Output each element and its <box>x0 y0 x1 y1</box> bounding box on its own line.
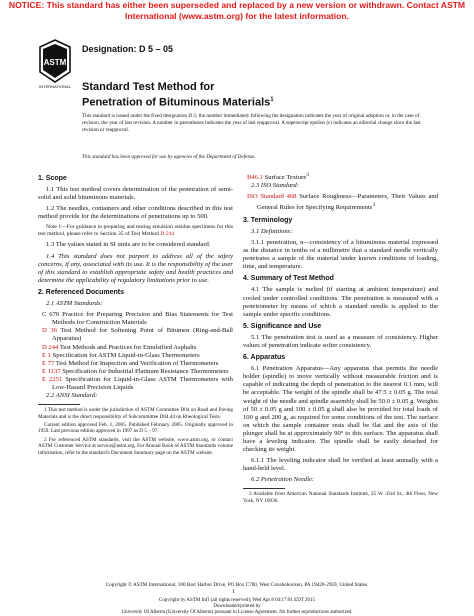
reference-title: Surface Roughness—Parameters, Their Values and General Rules for Specifying Requirements <box>257 193 438 212</box>
reference-list <box>38 311 233 392</box>
reference-title: Specification for Liquid-in-Glass ASTM Thermometers with Low-Hazard Precision Liquids <box>52 375 233 391</box>
footnote-marker: 3 <box>372 202 376 209</box>
para-1-2: 1.2 The needles, containers and other conditions described in this test method provide for the determinations of penetrations up to 500. <box>38 205 233 221</box>
para-1-4: 1.4 This standard does not purport to address all of the safety concerns, if any, associated with its use. It is the responsibility of the user of this standard to establish appropriate safety and health practices and determine the applicability of regulatory limitations prior to use. <box>38 252 233 284</box>
note-1 <box>38 224 233 238</box>
left-column <box>38 171 233 458</box>
para-3-1-1: 3.1.1 penetration, n—consistency of a bituminous material expressed as the distance in tenths of a millimetre that a standard needle vertically penetrates a sample of the material under known conditions of loading, time, and temperature. <box>243 238 438 271</box>
astm-logo-icon <box>37 38 73 90</box>
reference-code[interactable]: E 1137 <box>42 367 61 375</box>
notice-line-2: International (www.astm.org) for the latest information. <box>124 10 350 21</box>
note-1-text: Note 1—For guidance in preparing and testing emulsion residue specimens for this test method, please refer to Section 35 of Test Method <box>38 224 233 238</box>
reference-code[interactable]: E 1 <box>42 351 51 359</box>
notice-line-1: NOTICE: This standard has either been superseded and replaced by a new version or withdrawn. Contact ASTM <box>8 0 466 10</box>
section-referenced-docs-heading: 2. Referenced Documents <box>38 288 124 296</box>
section-terminology-heading: 3. Terminology <box>243 216 293 224</box>
reference-title: Practice for Preparing Precision and Bias Statements for Test Methods for Construction Materials <box>52 311 233 327</box>
title-line-2: Penetration of Bituminous Materials <box>82 96 271 109</box>
issuance-note: This standard is issued under the fixed designation D 5; the number immediately following the designation indicates the year of original adoption or, in the case of revision, the year of last revision. A number in parentheses indicates the year of last reapproval. A superscript epsilon (ε) indicates an editorial change since the last revision or reapproval. <box>82 113 421 133</box>
reference-title: Test Methods and Practices for Emulsified Asphalts <box>58 343 197 351</box>
reference-item <box>38 368 233 376</box>
reference-code[interactable]: B46.1 <box>247 174 263 182</box>
reference-code[interactable]: ISO Standard 468 <box>247 193 297 201</box>
right-column <box>243 171 438 506</box>
reference-code[interactable]: D 36 <box>42 327 58 335</box>
document-title <box>82 81 274 110</box>
reference-title: Specification for ASTM Liquid-in-Glass Thermometers <box>50 351 200 359</box>
reference-code[interactable]: E 77 <box>42 359 55 367</box>
para-6-2: 6.2 Penetration Needle: <box>251 476 315 484</box>
link-d244-note[interactable]: D 244 <box>160 231 175 238</box>
footnote-marker: 3 <box>306 172 310 178</box>
section-summary-heading: 4. Summary of Test Method <box>243 275 334 283</box>
footnote-divider <box>243 488 285 489</box>
reference-item <box>38 327 233 343</box>
copyright-line: Copyright © ASTM International, 100 Barr Harbor Drive, PO Box C700, West Conshohocken, PA 19428-2959, United States. <box>105 582 369 588</box>
title-line-1: Standard Test Method for <box>82 81 215 93</box>
para-2-1: 2.1 ASTM Standards: <box>46 300 103 308</box>
reference-title: Test Method for Softening Point of Bitumen (Ring-and-Ball Apparatus) <box>52 327 233 343</box>
reference-item <box>38 352 233 360</box>
para-1-3: 1.3 The values stated in SI units are to be considered standard. <box>46 241 211 249</box>
section-significance-heading: 5. Significance and Use <box>243 322 322 330</box>
para-5-1: 5.1 The penetration test is used as a measure of consistency. Higher values of penetration indicate softer consistency. <box>243 333 438 349</box>
reference-item <box>38 360 233 368</box>
para-2-3: 2.3 ISO Standard: <box>251 182 299 190</box>
para-3-1: 3.1 Definitions: <box>251 227 293 235</box>
reference-item-iso <box>243 193 438 212</box>
page-number: 1 <box>232 589 235 595</box>
logo-subtext: INTERNATIONAL <box>39 84 71 89</box>
reference-item <box>38 344 233 352</box>
para-1-1: 1.1 This test method covers determination of the penetration of semi-solid and solid bituminous materials. <box>38 186 233 202</box>
footnote-1: 1 This test method is under the jurisdiction of ASTM Committee D04 on Road and Paving Materials and is the direct responsibility of Subcommittee D04.44 on Rheological Tests. <box>38 407 233 420</box>
footnote-3: 3 Available from American National Standards Institute, 25 W. 43rd St., 4th Floor, New York, NY 10036. <box>243 491 438 504</box>
reference-item <box>38 376 233 392</box>
reference-code[interactable]: C 670 <box>42 311 60 319</box>
para-4-1: 4.1 The sample is melted (if starting at ambient temperature) and cooled under controlled conditions. The penetration is measured with a penetrometer by means of which a standard needle is applied to the sample under specific conditions. <box>243 286 438 318</box>
reference-title: Test Method for Inspection and Verification of Thermometers <box>54 359 219 367</box>
reference-title: Surface Texture <box>262 174 307 182</box>
reference-item-b46 <box>243 171 438 182</box>
logo-text: ASTM <box>43 58 67 67</box>
title-footnote: 1 <box>270 97 274 103</box>
designation: Designation: D 5 – 05 <box>82 44 174 54</box>
reference-item <box>38 311 233 327</box>
para-2-2: 2.2 ANSI Standard: <box>46 392 98 400</box>
footnote-divider <box>38 404 80 405</box>
download-stamp-line-1: Copyright by ASTM Int'l (all rights reserved); Wed Apr 8 04:17:01 EDT 2015 <box>158 598 316 603</box>
section-scope-heading: 1. Scope <box>38 175 67 182</box>
superseded-notice <box>0 0 474 21</box>
section-apparatus-heading: 6. Apparatus <box>243 354 286 362</box>
para-6-1-1: 6.1.1 The leveling indicator shall be verified at least annually with a hand-held level. <box>243 457 438 473</box>
dod-approval-note: This standard has been approved for use by agencies of the Department of Defense. <box>82 154 256 160</box>
reference-title: Specification for Industrial Platinum Resistance Thermometers <box>60 367 229 375</box>
download-stamp-line-3: University Of Alberta (University Of Alberta) pursuant to License Agreement. No further reproductions authorized. <box>121 610 353 615</box>
download-stamp <box>0 598 474 616</box>
footnote-2: 2 For referenced ASTM standards, visit the ASTM website, www.astm.org, or contact ASTM Customer Service at service@astm.org. For Annual Book of ASTM Standards volume information, refer to the standard's Document Summary page on the ASTM website. <box>38 436 233 456</box>
footnote-1b: Current edition approved Feb. 1, 2005. Published February 2005. Originally approved in 1959. Last previous edition approved in 1997 as D 5 – 97. <box>38 421 233 435</box>
para-6-1: 6.1 Penetration Apparatus—Any apparatus that permits the needle holder (spindle) to move vertically without measurable friction and is capable of indicating the depth of penetration to the nearest 0.1 mm, will be acceptable. The weight of the spindle shall be 47.5 ± 0.05 g. The total weight of the needle and spindle assembly shall be 50.0 ± 0.05 g. Weights of 50 ± 0.05 g and 100 ± 0.05 g shall also be provided for total loads of 100 g and 200 g, as required for some conditions of the test. The surface on which the sample container rests shall be flat and the axis of the plunger shall be at approximately 90° to this surface. The apparatus shall have a leveling indicator. The spindle shall be easily detached for checking its weight. <box>243 365 438 454</box>
reference-code[interactable]: E 2251 <box>42 375 63 383</box>
reference-code[interactable]: D 244 <box>42 343 59 351</box>
download-stamp-line-2: Downloaded/printed by <box>213 604 261 609</box>
